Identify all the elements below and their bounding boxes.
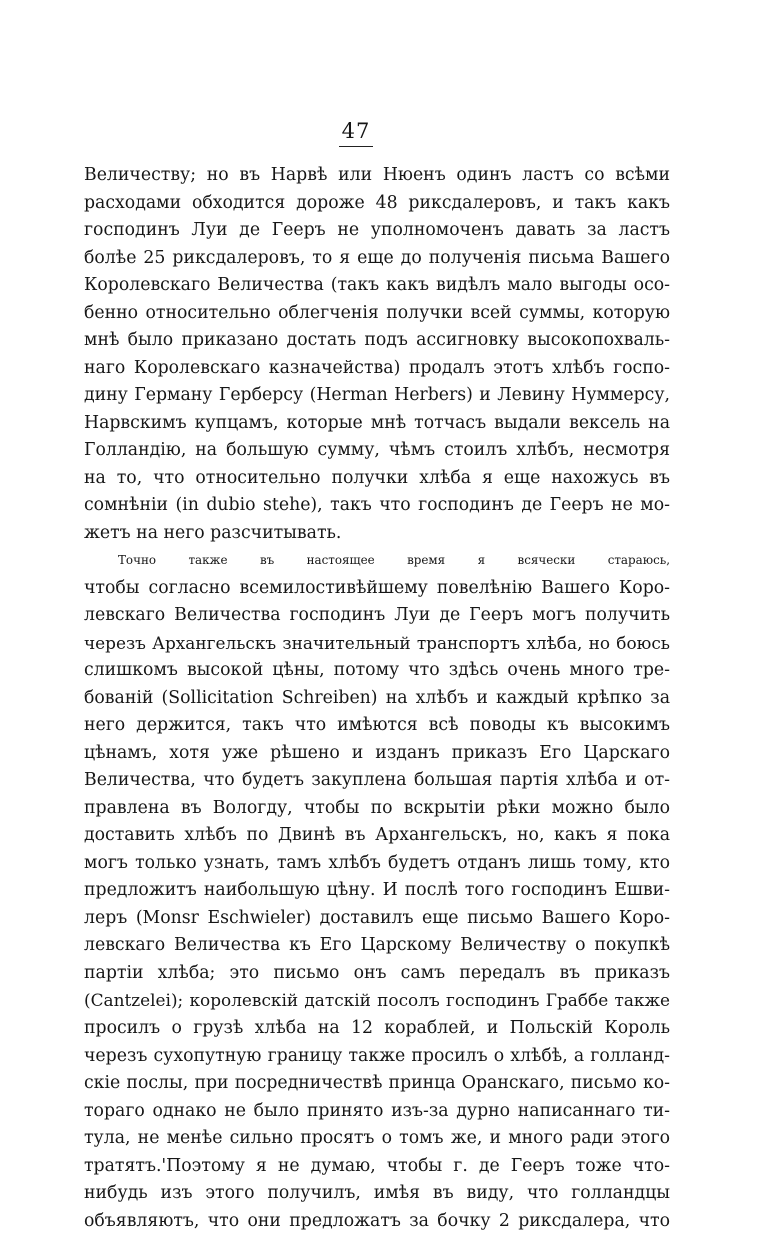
text-line: тратятъ.'Поэтому я не думаю, чтобы г. де Гееръ тоже что- [84,1155,670,1176]
text-line: Нарвскимъ купцамъ, которые мнѣ тотчасъ выдали вексель на [84,412,670,433]
text-line: Голландію, на большую сумму, чѣмъ стоилъ хлѣбъ, несмотря [84,440,670,461]
text-line: Точно также въ настоящее время я всячески стараюсь, [118,553,670,568]
text-line: дину Герману Герберсу (Herman Herbers) и Левину Нуммерсу, [84,385,670,406]
text-line: на то, что относительно получки хлѣба я еще нахожусь въ [84,467,670,488]
text-line: жетъ на него разсчитывать. [84,522,342,543]
text-line: него держится, такъ что имѣются всѣ поводы къ высокимъ [84,715,670,736]
body-text [84,162,670,1235]
text-line: (Cantzelei); королевскій датскій посолъ господинъ Граббе также [84,990,670,1011]
text-line: слишкомъ высокой цѣны, потому что здѣсь очень много тре- [84,660,670,681]
text-line: левскаго Величества къ Его Царскому Величеству о покупкѣ [84,935,670,956]
text-line: мнѣ было приказано достать подъ ассигновку высокопохваль- [84,330,670,351]
text-line: просилъ о грузѣ хлѣба на 12 кораблей, и Польскій Король [84,1017,670,1038]
paragraph [84,162,670,547]
text-line: черезъ сухопутную границу также просилъ о хлѣбѣ, а голланд- [84,1045,670,1066]
text-line: могъ только узнать, тамъ хлѣбъ будетъ отданъ лишь тому, кто [84,852,670,873]
text-line: предложитъ наибольшую цѣну. И послѣ того господинъ Ешви- [84,880,670,901]
text-line: Величества, что будетъ закуплена большая партія хлѣба и от- [84,770,670,791]
text-line: Величеству; но въ Нарвѣ или Нюенъ одинъ ластъ со всѣми [84,165,670,185]
text-line: сомнѣніи (in dubio stehe), такъ что господинъ де Гееръ не мо- [84,495,670,516]
text-line: правлена въ Вологду, чтобы по вскрытіи рѣки можно было [84,797,670,818]
text-line: Королевскаго Величества (такъ какъ видѣлъ мало выгоды осо- [84,275,670,296]
text-line: расходами обходится дороже 48 риксдалеровъ, и такъ какъ [84,192,670,213]
text-line: леръ (Monsr Eschwieler) доставилъ еще письмо Вашего Коро- [84,907,670,928]
text-line: тораго однако не было принято изъ-за дурно написаннаго ти- [84,1100,670,1121]
text-line: партіи хлѣба; это письмо онъ самъ передалъ въ приказъ [84,962,670,983]
page-number: 47 [341,119,371,143]
text-line: тула, не менѣе сильно просятъ о томъ же, и много ради этого [84,1128,670,1149]
text-line: господинъ Луи де Гееръ не уполномоченъ давать за ластъ [84,220,670,241]
text-line: объявляютъ, что они предложатъ за бочку 2 риксдалера, что [84,1210,670,1231]
text-line: цѣнамъ, хотя уже рѣшено и изданъ приказъ Его Царскаго [84,742,670,763]
text-line: нибудь изъ этого получилъ, имѣя въ виду, что голландцы [84,1183,670,1204]
text-line: левскаго Величества господинъ Луи де Гееръ могъ получить [84,605,670,626]
text-line: скіе послы, при посредничествѣ принца Оранскаго, письмо ко- [84,1073,670,1094]
text-line: бенно относительно облегченія получки всей суммы, которую [84,302,670,323]
page-number-rule [339,146,373,147]
paragraph [84,547,670,1235]
text-line: наго Королевскаго казначейства) продалъ этотъ хлѣбъ госпо- [84,357,670,378]
text-line: болѣе 25 риксдалеровъ, то я еще до полученія письма Вашего [84,247,670,268]
text-line: бованій (Sollicitation Schreiben) на хлѣбъ и каждый крѣпко за [84,687,670,708]
text-line: доставить хлѣбъ по Двинѣ въ Архангельскъ, но, какъ я пока [84,825,670,846]
text-line: черезъ Архангельскъ значительный транспортъ хлѣба, но боюсь [84,632,670,653]
text-line: чтобы согласно всемилостивѣйшему повелѣнію Вашего Коро- [84,577,670,598]
